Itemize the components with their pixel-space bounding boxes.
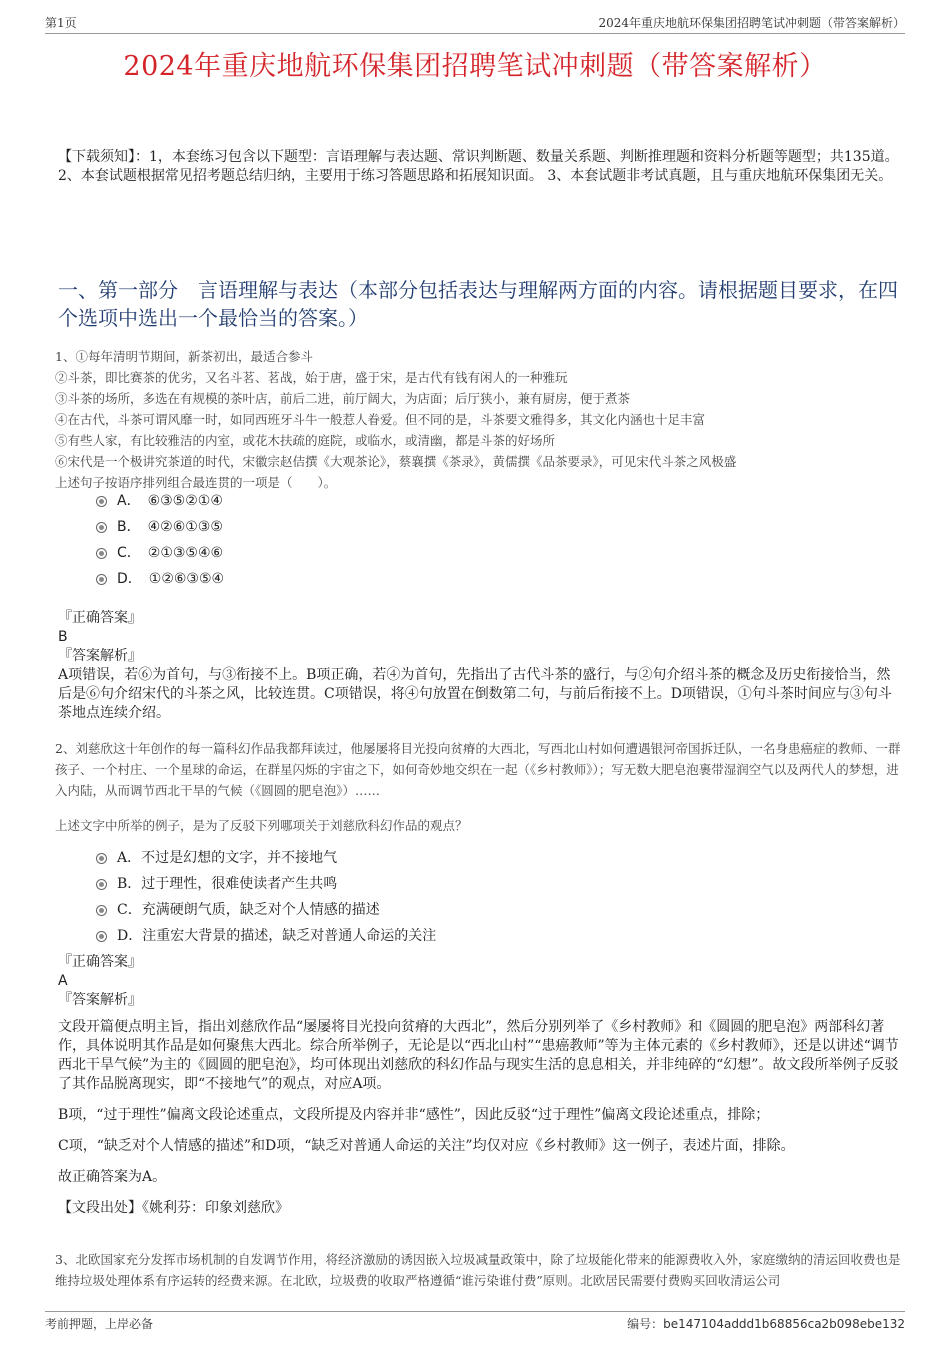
analysis-source: 【文段出处】《姚利芬：印象刘慈欣》 (58, 1200, 289, 1216)
question-1-answer (58, 609, 903, 723)
radio-icon[interactable] (96, 853, 107, 864)
question-2-answer (58, 953, 903, 1218)
option-c[interactable]: C．充满硬朗气质，缺乏对个人情感的描述 (96, 897, 436, 923)
answer-label: 『正确答案』 (58, 954, 142, 970)
question-1-stem (55, 346, 905, 493)
header-doc-title: 2024年重庆地航环保集团招聘笔试冲刺题（带答案解析） (598, 16, 905, 30)
answer-value: B (58, 629, 68, 645)
option-b[interactable]: B． ④②⑥①③⑤ (96, 514, 224, 540)
radio-icon[interactable] (96, 879, 107, 890)
option-b[interactable]: B．过于理性，很难使读者产生共鸣 (96, 871, 436, 897)
radio-icon[interactable] (96, 522, 107, 533)
answer-label: 『正确答案』 (58, 610, 142, 626)
footer-divider (45, 1311, 905, 1312)
analysis-paragraph: B项，“过于理性”偏离文段论述重点，文段所提及内容并非“感性”，因此反驳“过于理性”偏离文段论述重点，排除； (58, 1107, 770, 1123)
radio-icon[interactable] (96, 496, 107, 507)
section-heading: 一、第一部分 言语理解与表达（本部分包括表达与理解两方面的内容。请根据题目要求，在四个选项中选出一个最恰当的答案。） (58, 278, 898, 330)
option-a[interactable]: A． ⑥③⑤②①④ (96, 488, 224, 514)
question-text: 2、刘慈欣这十年创作的每一篇科幻作品我都拜读过，他屡屡将目光投向贫瘠的大西北，写西北山村如何遭遇银河帝国拆迁队，一名身患癌症的教师、一群孩子、一个村庄、一个星球的命运，在群星闪烁的宇宙之下，如何奇妙地交织在一起（《乡村教师》）；写无数大肥皂泡裹带湿润空气以及两代人的梦想，进入内陆，从而调节西北干旱的气候（《圆圆的肥皂泡》）…… (55, 741, 901, 798)
question-line: 1、①每年清明节期间，新茶初出，最适合参斗 (55, 349, 313, 364)
analysis-label: 『答案解析』 (58, 648, 142, 664)
question-1-options (96, 488, 224, 592)
question-line: 上述句子按语序排列组合最连贯的一项是（ ）。 (55, 475, 337, 490)
analysis-label: 『答案解析』 (58, 992, 142, 1008)
download-notice: 【下载须知】：1，本套练习包含以下题型：言语理解与表达题、常识判断题、数量关系题、判断推理题和资料分析题等题型；共135道。 2、本套试题根据常见招考题总结归纳，主要用于练习答题思路和拓展知识面。 3、本套试题非考试真题，且与重庆地航环保集团无关。 (58, 149, 899, 184)
option-c[interactable]: C． ②①③⑤④⑥ (96, 540, 224, 566)
header-divider (45, 33, 905, 34)
page-title: 2024年重庆地航环保集团招聘笔试冲刺题（带答案解析） (123, 51, 827, 82)
analysis-text: A项错误，若⑥为首句，与③衔接不上。B项正确，若④为首句，先指出了古代斗茶的盛行，与②句介绍斗茶的概念及历史衔接恰当，然后是⑥句介绍宋代的斗茶之风，比较连贯。C项错误，将④句放置在倒数第二句，与前后衔接不上。D项错误，①句斗茶时间应与③句斗茶地点连续介绍。 (58, 667, 892, 721)
option-d[interactable]: D． ①②⑥③⑤④ (96, 566, 224, 592)
answer-value: A (58, 973, 68, 989)
page-header (45, 14, 905, 32)
page-number: 第1页 (45, 16, 77, 30)
radio-icon[interactable] (96, 574, 107, 585)
question-line: ②斗茶，即比赛茶的优劣，又名斗茗、茗战，始于唐，盛于宋，是古代有钱有闲人的一种雅玩 (55, 370, 568, 385)
question-line: ⑥宋代是一个极讲究茶道的时代，宋徽宗赵佶撰《大观茶论》，蔡襄撰《茶录》，黄儒撰《品茶要录》，可见宋代斗茶之风极盛 (55, 454, 737, 469)
footer-slogan: 考前押题，上岸必备 (45, 1317, 154, 1331)
question-line: ④在古代，斗茶可谓风靡一时，如同西班牙斗牛一般惹人眷爱。但不同的是，斗茶要文雅得多，其文化内涵也十足丰富 (55, 412, 706, 427)
radio-icon[interactable] (96, 548, 107, 559)
question-line: ⑤有些人家，有比较雅洁的内室，或花木扶疏的庭院，或临水，或清幽，都是斗茶的好场所 (55, 433, 556, 448)
question-3-stem: 3、北欧国家充分发挥市场机制的自发调节作用，将经济激励的诱因嵌入垃圾减量政策中，除了垃圾能化带来的能源费收入外，家庭缴纳的清运回收费也是维持垃圾处理体系有序运转的经费来源。在北欧，垃圾费的收取严格遵循“谁污染谁付费”原则。北欧居民需要付费购买回收清运公司 (55, 1252, 901, 1288)
question-2-options (96, 845, 436, 949)
analysis-paragraph: C项，“缺乏对个人情感的描述”和D项，“缺乏对普通人命运的关注”均仅对应《乡村教师》这一例子，表述片面，排除。 (58, 1138, 795, 1154)
question-prompt: 上述文字中所举的例子，是为了反驳下列哪项关于刘慈欣科幻作品的观点？ (55, 818, 468, 833)
radio-icon[interactable] (96, 931, 107, 942)
option-a[interactable]: A．不过是幻想的文字，并不接地气 (96, 845, 436, 871)
question-2-stem (55, 738, 905, 836)
question-line: ③斗茶的场所，多选在有规模的茶叶店，前后二进，前厅阔大，为店面；后厅狭小，兼有厨房，便于煮茶 (55, 391, 631, 406)
analysis-paragraph: 文段开篇便点明主旨，指出刘慈欣作品“屡屡将目光投向贫瘠的大西北”，然后分别列举了《乡村教师》和《圆圆的肥皂泡》两部科幻著作，具体说明其作品是如何聚焦大西北。综合所举例子，无论是以“西北山村”“患癌教师”等为主体元素的《乡村教师》，还是以讲述“调节西北干旱气候”为主的《圆圆的肥皂泡》，均可体现出刘慈欣的科幻作品与现实生活的息息相关，并非纯碎的“幻想”。故文段所举例子反驳了其作品脱离现实，即“不接地气”的观点，对应A项。 (58, 1019, 899, 1092)
footer-code: 编号：be147104addd1b68856ca2b098ebe132 (627, 1317, 905, 1331)
analysis-paragraph: 故正确答案为A。 (58, 1169, 167, 1185)
option-d[interactable]: D．注重宏大背景的描述，缺乏对普通人命运的关注 (96, 923, 436, 949)
radio-icon[interactable] (96, 905, 107, 916)
